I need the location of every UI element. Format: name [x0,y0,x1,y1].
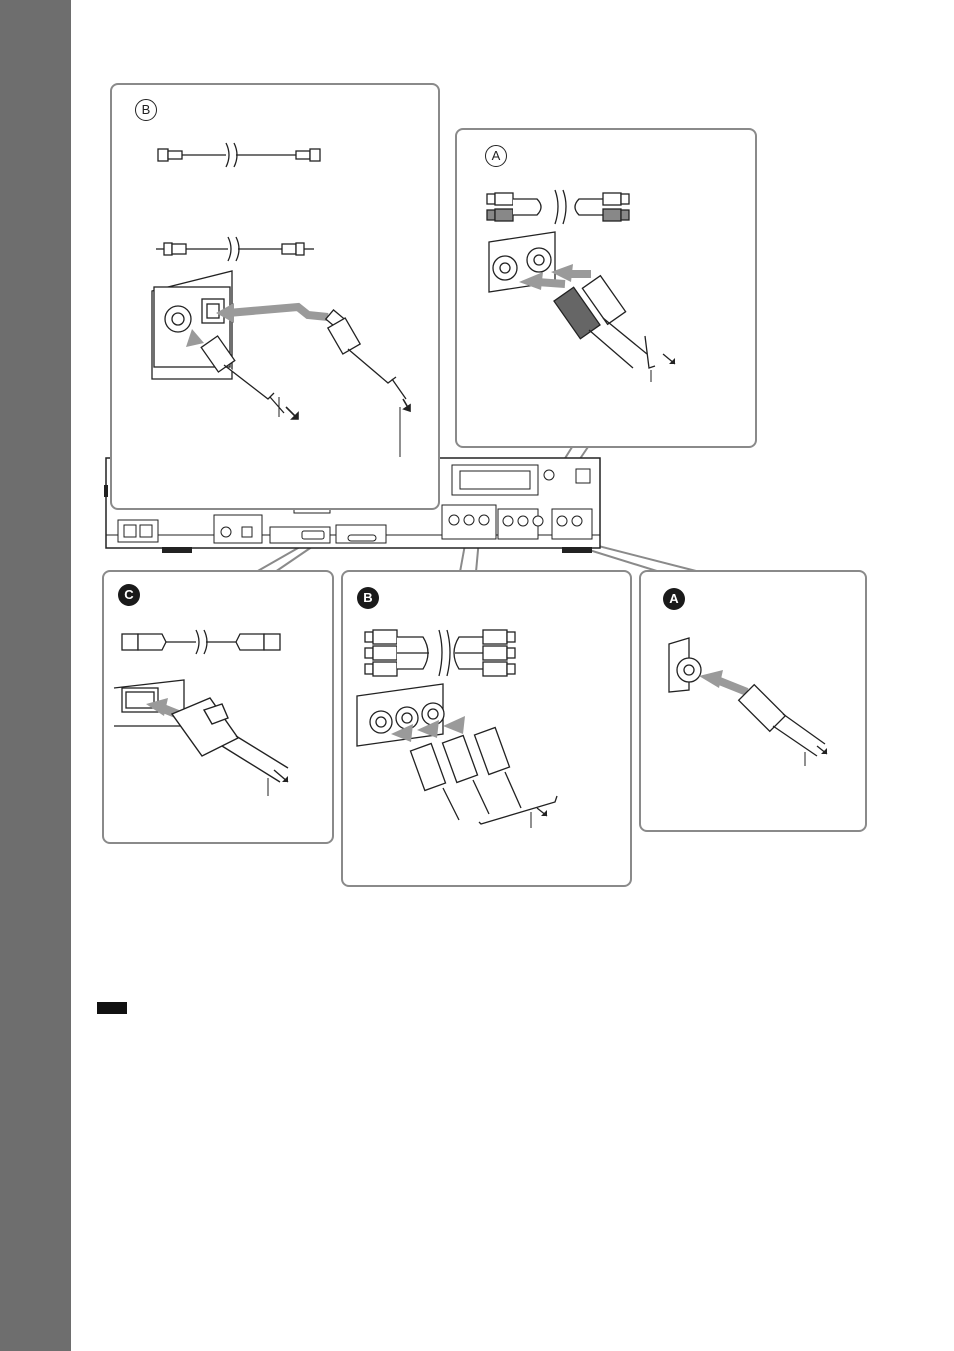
audio-rca-connection [485,230,725,410]
callout-badge-a: A [485,145,507,167]
callout-badge-b: B [135,99,157,121]
callout-component-video [341,570,632,887]
signal-flow-arrow-icon [228,307,328,317]
callout-optical-coaxial [110,83,440,510]
callout-badge-b-filled: B [357,587,379,609]
callout-audio-rca [455,128,757,448]
audio-rca-cable-icon [485,188,655,228]
callout-composite-video [639,570,867,832]
callout-badge-c: C [118,584,140,606]
component-video-connection [355,682,595,842]
video-cable-connection [667,634,867,774]
hdmi-cable-icon [120,628,300,658]
callout-badge-a-filled: A [663,588,685,610]
hdmi-connection [112,678,322,808]
optical-coaxial-connection [148,269,448,469]
optical-cable-icon [156,141,336,171]
note-marker [97,1002,127,1014]
coaxial-cable-icon [156,235,336,265]
component-video-cable-icon [363,626,533,682]
callout-hdmi [102,570,334,844]
